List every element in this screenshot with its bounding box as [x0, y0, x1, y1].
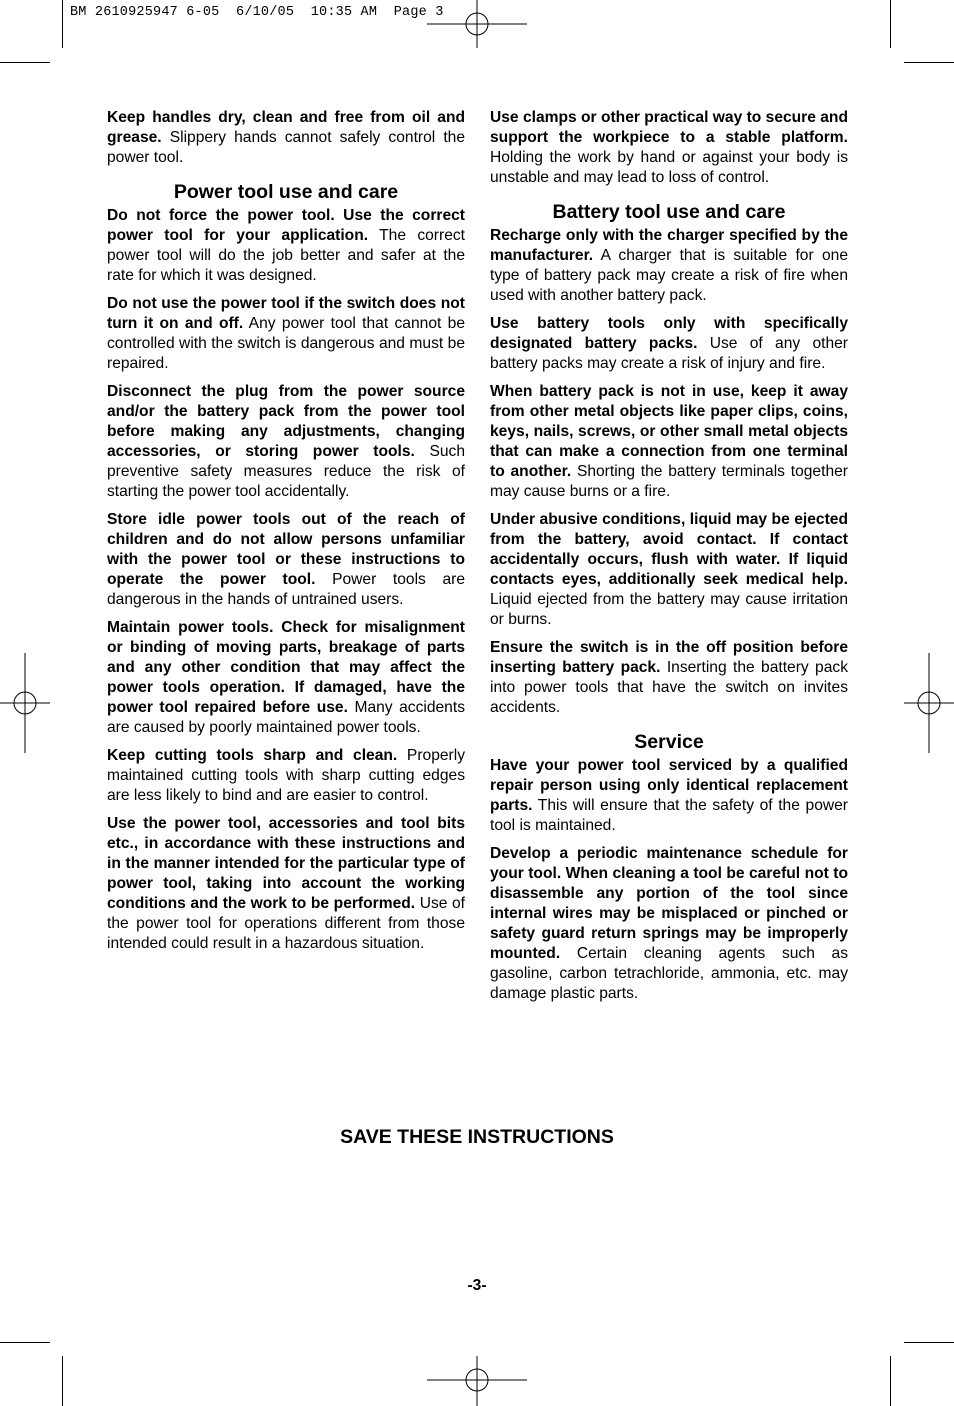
paragraph-serviced: Have your power tool serviced by a qualified repair person using only identical replacement parts. This will ensure that the safety of the power tool is maintained. — [490, 757, 848, 834]
paragraph-recharge: Recharge only with the charger specified by the manufacturer. A charger that is suitable for one type of battery pack may create a risk of fire when used with another battery pack. — [490, 227, 848, 304]
registration-mark-top — [427, 0, 527, 48]
paragraph-abusive-conditions: Under abusive conditions, liquid may be ejected from the battery, avoid contact. If contact accidentally occurs, flush with water. If liquid contacts eyes, additionally seek medical help. Liquid ejected from the battery may cause irritation or burns. — [490, 511, 848, 628]
paragraph-keep-handles: Keep handles dry, clean and free from oil and grease. Slippery hands cannot safely control the power tool. — [107, 109, 465, 166]
paragraph-maintain: Maintain power tools. Check for misalignment or binding of moving parts, breakage of parts and any other condition that may affect the power tools operation. If damaged, have the power tool repaired before use. Many accidents are caused by poorly maintained power tools. — [107, 619, 465, 736]
paragraph-disconnect: Disconnect the plug from the power source and/or the battery pack from the power tool before making any adjustments, changing accessories, or storing power tools. Such preventive safety measures reduce the risk of starting the power tool accidentally. — [107, 383, 465, 500]
paragraph-not-in-use: When battery pack is not in use, keep it away from other metal objects like paper clips, coins, keys, nails, screws, or other small metal objects that can make a connection from one terminal to another. Shorting the battery terminals together may cause burns or a fire. — [490, 383, 848, 500]
heading-power-tool-use: Power tool use and care — [173, 181, 399, 203]
paragraph-periodic-maintenance: Develop a periodic maintenance schedule for your tool. When cleaning a tool be careful not to disassemble any portion of the tool since internal wires may be misplaced or pinched or safety guard return springs may be improperly mounted. Certain cleaning agents such as gasoline, carbon tetrachloride, ammonia, etc. may damage plastic parts. — [490, 845, 848, 1002]
paragraph-clamps: Use clamps or other practical way to secure and support the workpiece to a stable platform. Holding the work by hand or against your body is unstable and may lead to loss of control. — [490, 109, 848, 186]
registration-mark-bottom — [427, 1356, 527, 1406]
registration-mark-left — [0, 653, 50, 753]
paragraph-do-not-force: Do not force the power tool. Use the correct power tool for your application. The correct power tool will do the job better and safer at the rate for which it was designed. — [107, 207, 465, 284]
left-column — [107, 108, 465, 962]
paragraph-cutting-tools: Keep cutting tools sharp and clean. Properly maintained cutting tools with sharp cutting edges are less likely to bind and are easier to control. — [107, 747, 465, 804]
right-column — [490, 108, 848, 1012]
page-number: -3- — [467, 1277, 487, 1294]
paragraph-store-idle: Store idle power tools out of the reach of children and do not allow persons unfamiliar with the power tool or these instructions to operate the power tool. Power tools are dangerous in the hands of untrained users. — [107, 511, 465, 608]
print-slug: BM 2610925947 6-05 6/10/05 10:35 AM Page 3 — [70, 5, 444, 20]
save-instructions-heading: SAVE THESE INSTRUCTIONS — [340, 1126, 614, 1148]
heading-battery-tool-use: Battery tool use and care — [552, 201, 786, 223]
registration-mark-right — [904, 653, 954, 753]
paragraph-switch-off: Ensure the switch is in the off position before inserting battery pack. Inserting the battery pack into power tools that have the switch on invites accidents. — [490, 639, 848, 716]
heading-service: Service — [634, 731, 704, 753]
paragraph-switch: Do not use the power tool if the switch does not turn it on and off. Any power tool that cannot be controlled with the switch is dangerous and must be repaired. — [107, 295, 466, 372]
paragraph-battery-tools: Use battery tools only with specifically designated battery packs. Use of any other battery packs may create a risk of injury and fire. — [490, 315, 848, 372]
paragraph-use-tool: Use the power tool, accessories and tool bits etc., in accordance with these instructions and in the manner intended for the particular type of power tool, taking into account the working conditions and the work to be performed. Use of the power tool for operations different from those intended could result in a hazardous situation. — [107, 815, 465, 952]
